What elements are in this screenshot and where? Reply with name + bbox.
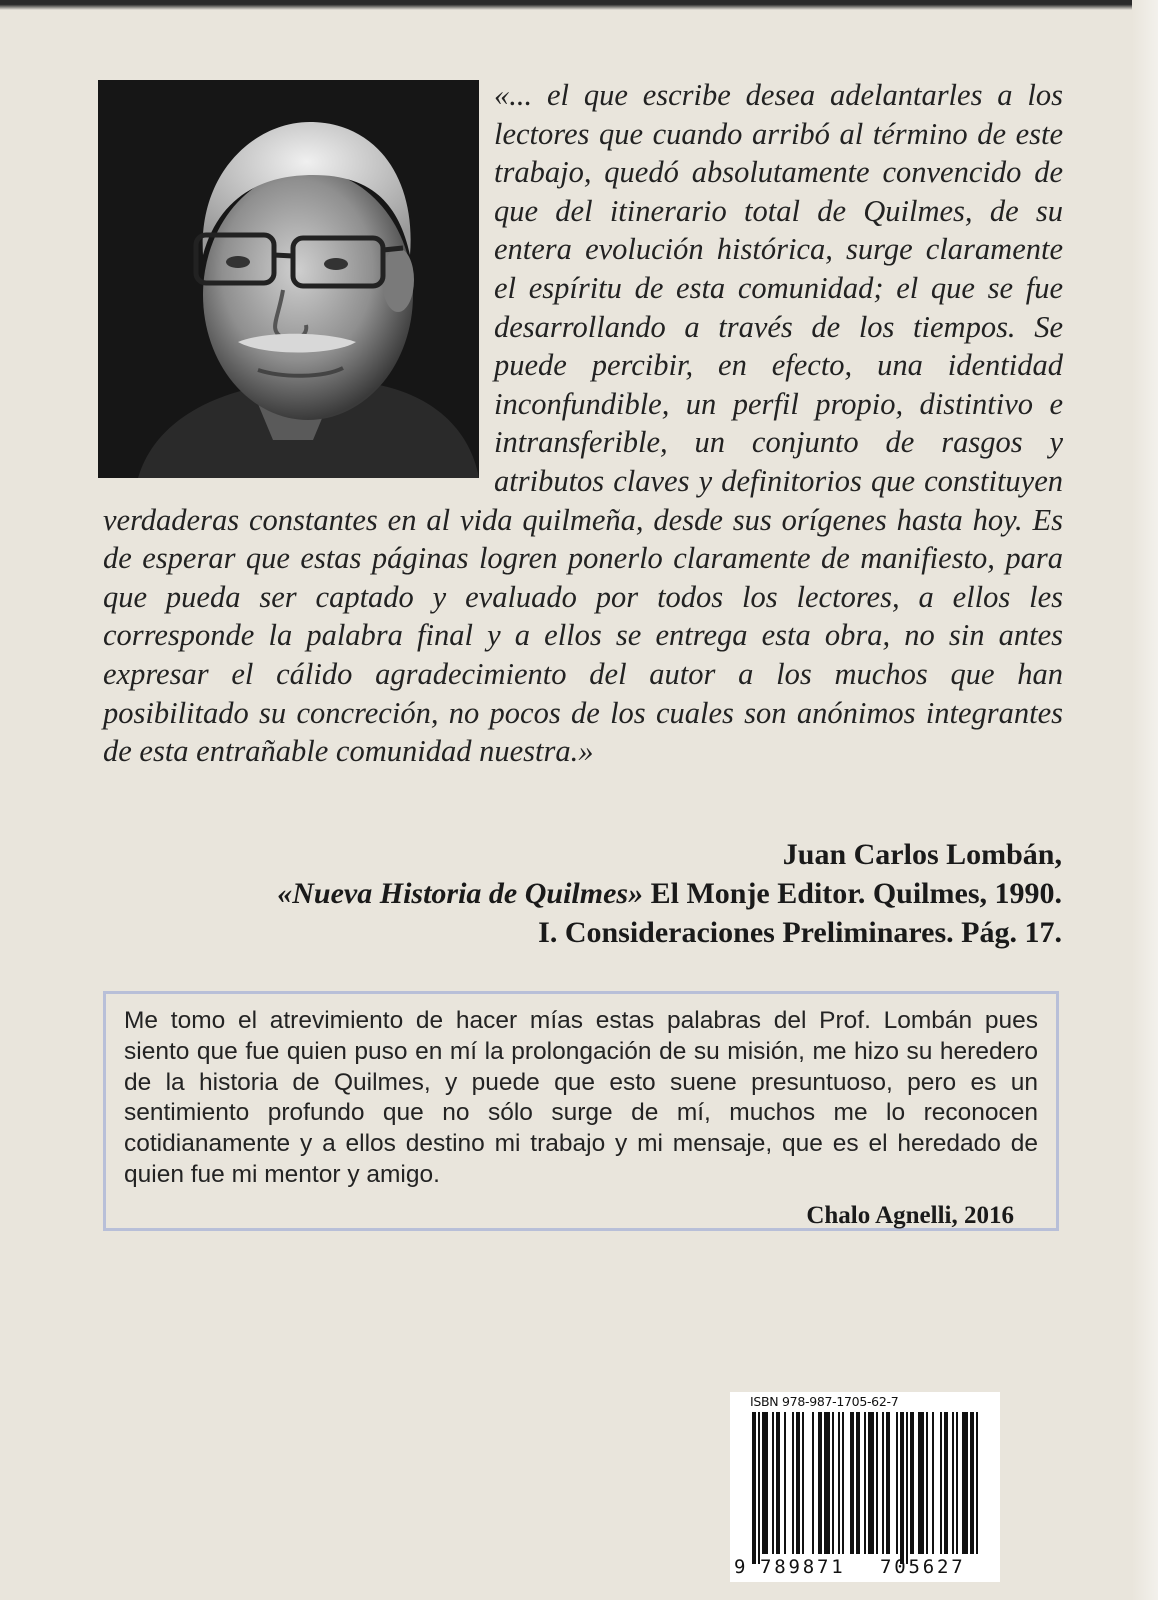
ean-left-group: 789871 [760, 1556, 846, 1578]
ean-digits [730, 1556, 1000, 1580]
barcode-bar [772, 1412, 774, 1554]
barcode-bar [824, 1412, 830, 1554]
barcode-bar [918, 1412, 924, 1554]
attribution-author: Juan Carlos Lombán, [782, 838, 1062, 871]
dedication-signature: Chalo Agnelli, 2016 [806, 1201, 1014, 1229]
barcode-bar [944, 1412, 948, 1554]
barcode-bar [796, 1412, 800, 1554]
barcode-bar [818, 1412, 822, 1554]
barcode-bar [900, 1412, 904, 1564]
ean-first-digit: 9 [734, 1556, 746, 1578]
page-top-edge [0, 0, 1158, 10]
barcode-bar [896, 1412, 898, 1554]
barcode-bar [926, 1412, 928, 1554]
barcode-bar [850, 1412, 854, 1554]
barcode-bar [776, 1412, 780, 1554]
barcode-bar [906, 1412, 908, 1564]
dedication-box [103, 991, 1059, 1231]
barcode-bar [970, 1412, 974, 1554]
dedication-text: Me tomo el atrevimiento de hacer mías estas palabras del Prof. Lombán pues siento que fue quien puso en mí la prolongación de su misión, me hizo su heredero de la historia de Quilmes, y puede que esto suene presuntuoso, pero es un sentimiento profundo que no sólo surge de mí, muchos me lo reconocen cotidianamente y a ellos destino mi trabajo y mi mensaje, que es el heredado de quien fue mi mentor y amigo. [124, 1007, 1038, 1188]
ean-right-group: 705627 [880, 1556, 966, 1578]
quote-block [103, 76, 1063, 771]
barcode-bar [932, 1412, 934, 1554]
barcode-bar [976, 1412, 978, 1554]
barcode-bar [784, 1412, 786, 1554]
barcode-bar [812, 1412, 814, 1554]
barcode-bar [792, 1412, 794, 1554]
barcode-bar [832, 1412, 834, 1554]
barcode-bar [838, 1412, 840, 1554]
isbn-label: ISBN 978-987-1705-62-7 [750, 1394, 899, 1409]
barcode-bars [730, 1392, 1000, 1582]
barcode-bar [886, 1412, 890, 1554]
quote-attribution [277, 835, 1062, 952]
barcode-bar [940, 1412, 942, 1554]
isbn-barcode [730, 1392, 1000, 1582]
barcode-bar [762, 1412, 768, 1554]
barcode-bar [758, 1412, 760, 1564]
barcode-bar [910, 1412, 914, 1554]
barcode-bar [868, 1412, 874, 1554]
attribution-reference: I. Consideraciones Preliminares. Pág. 17. [538, 916, 1062, 949]
barcode-bar [876, 1412, 878, 1554]
barcode-bar [842, 1412, 844, 1554]
attribution-book-line [277, 874, 1062, 913]
barcode-bar [752, 1412, 756, 1564]
page-right-edge [1132, 0, 1158, 1600]
barcode-bar [856, 1412, 860, 1554]
attribution-book-title: «Nueva Historia de Quilmes» [277, 877, 644, 910]
quote-text: «... el que escribe desea adelantarles a los lectores que cuando arribó al término de este trabajo, quedó absolutamente convencido de que del itinerario total de Quilmes, de su entera evolución histórica, surge claramente el espíritu de esta comunidad; el que se fue desarrollando a través de los tiempos. Se puede percibir, en efecto, una identidad inconfundible, un perfil propio, distintivo e intransferible, un conjunto de rasgos y atributos claves y definitorios que constituyen verdaderas constantes en al vida quilmeña, desde sus orígenes hasta hoy. Es de esperar que estas páginas logren ponerlo claramente de manifiesto, para que pueda ser captado y evaluado por todos los lectores, a ellos les corresponde la palabra final y a ellos se entrega esta obra, no sin antes expresar el cálido agradecimiento del autor a los muchos que han posibilitado su concreción, no pocos de los cuales son anónimos integrantes de esta entrañable comunidad nuestra.» [103, 78, 1063, 769]
barcode-bar [962, 1412, 968, 1554]
barcode-bar [802, 1412, 804, 1554]
attribution-publisher: El Monje Editor. Quilmes, 1990. [643, 877, 1062, 910]
barcode-bar [952, 1412, 954, 1554]
barcode-bar [864, 1412, 866, 1554]
barcode-bar [882, 1412, 884, 1554]
barcode-bar [956, 1412, 958, 1554]
